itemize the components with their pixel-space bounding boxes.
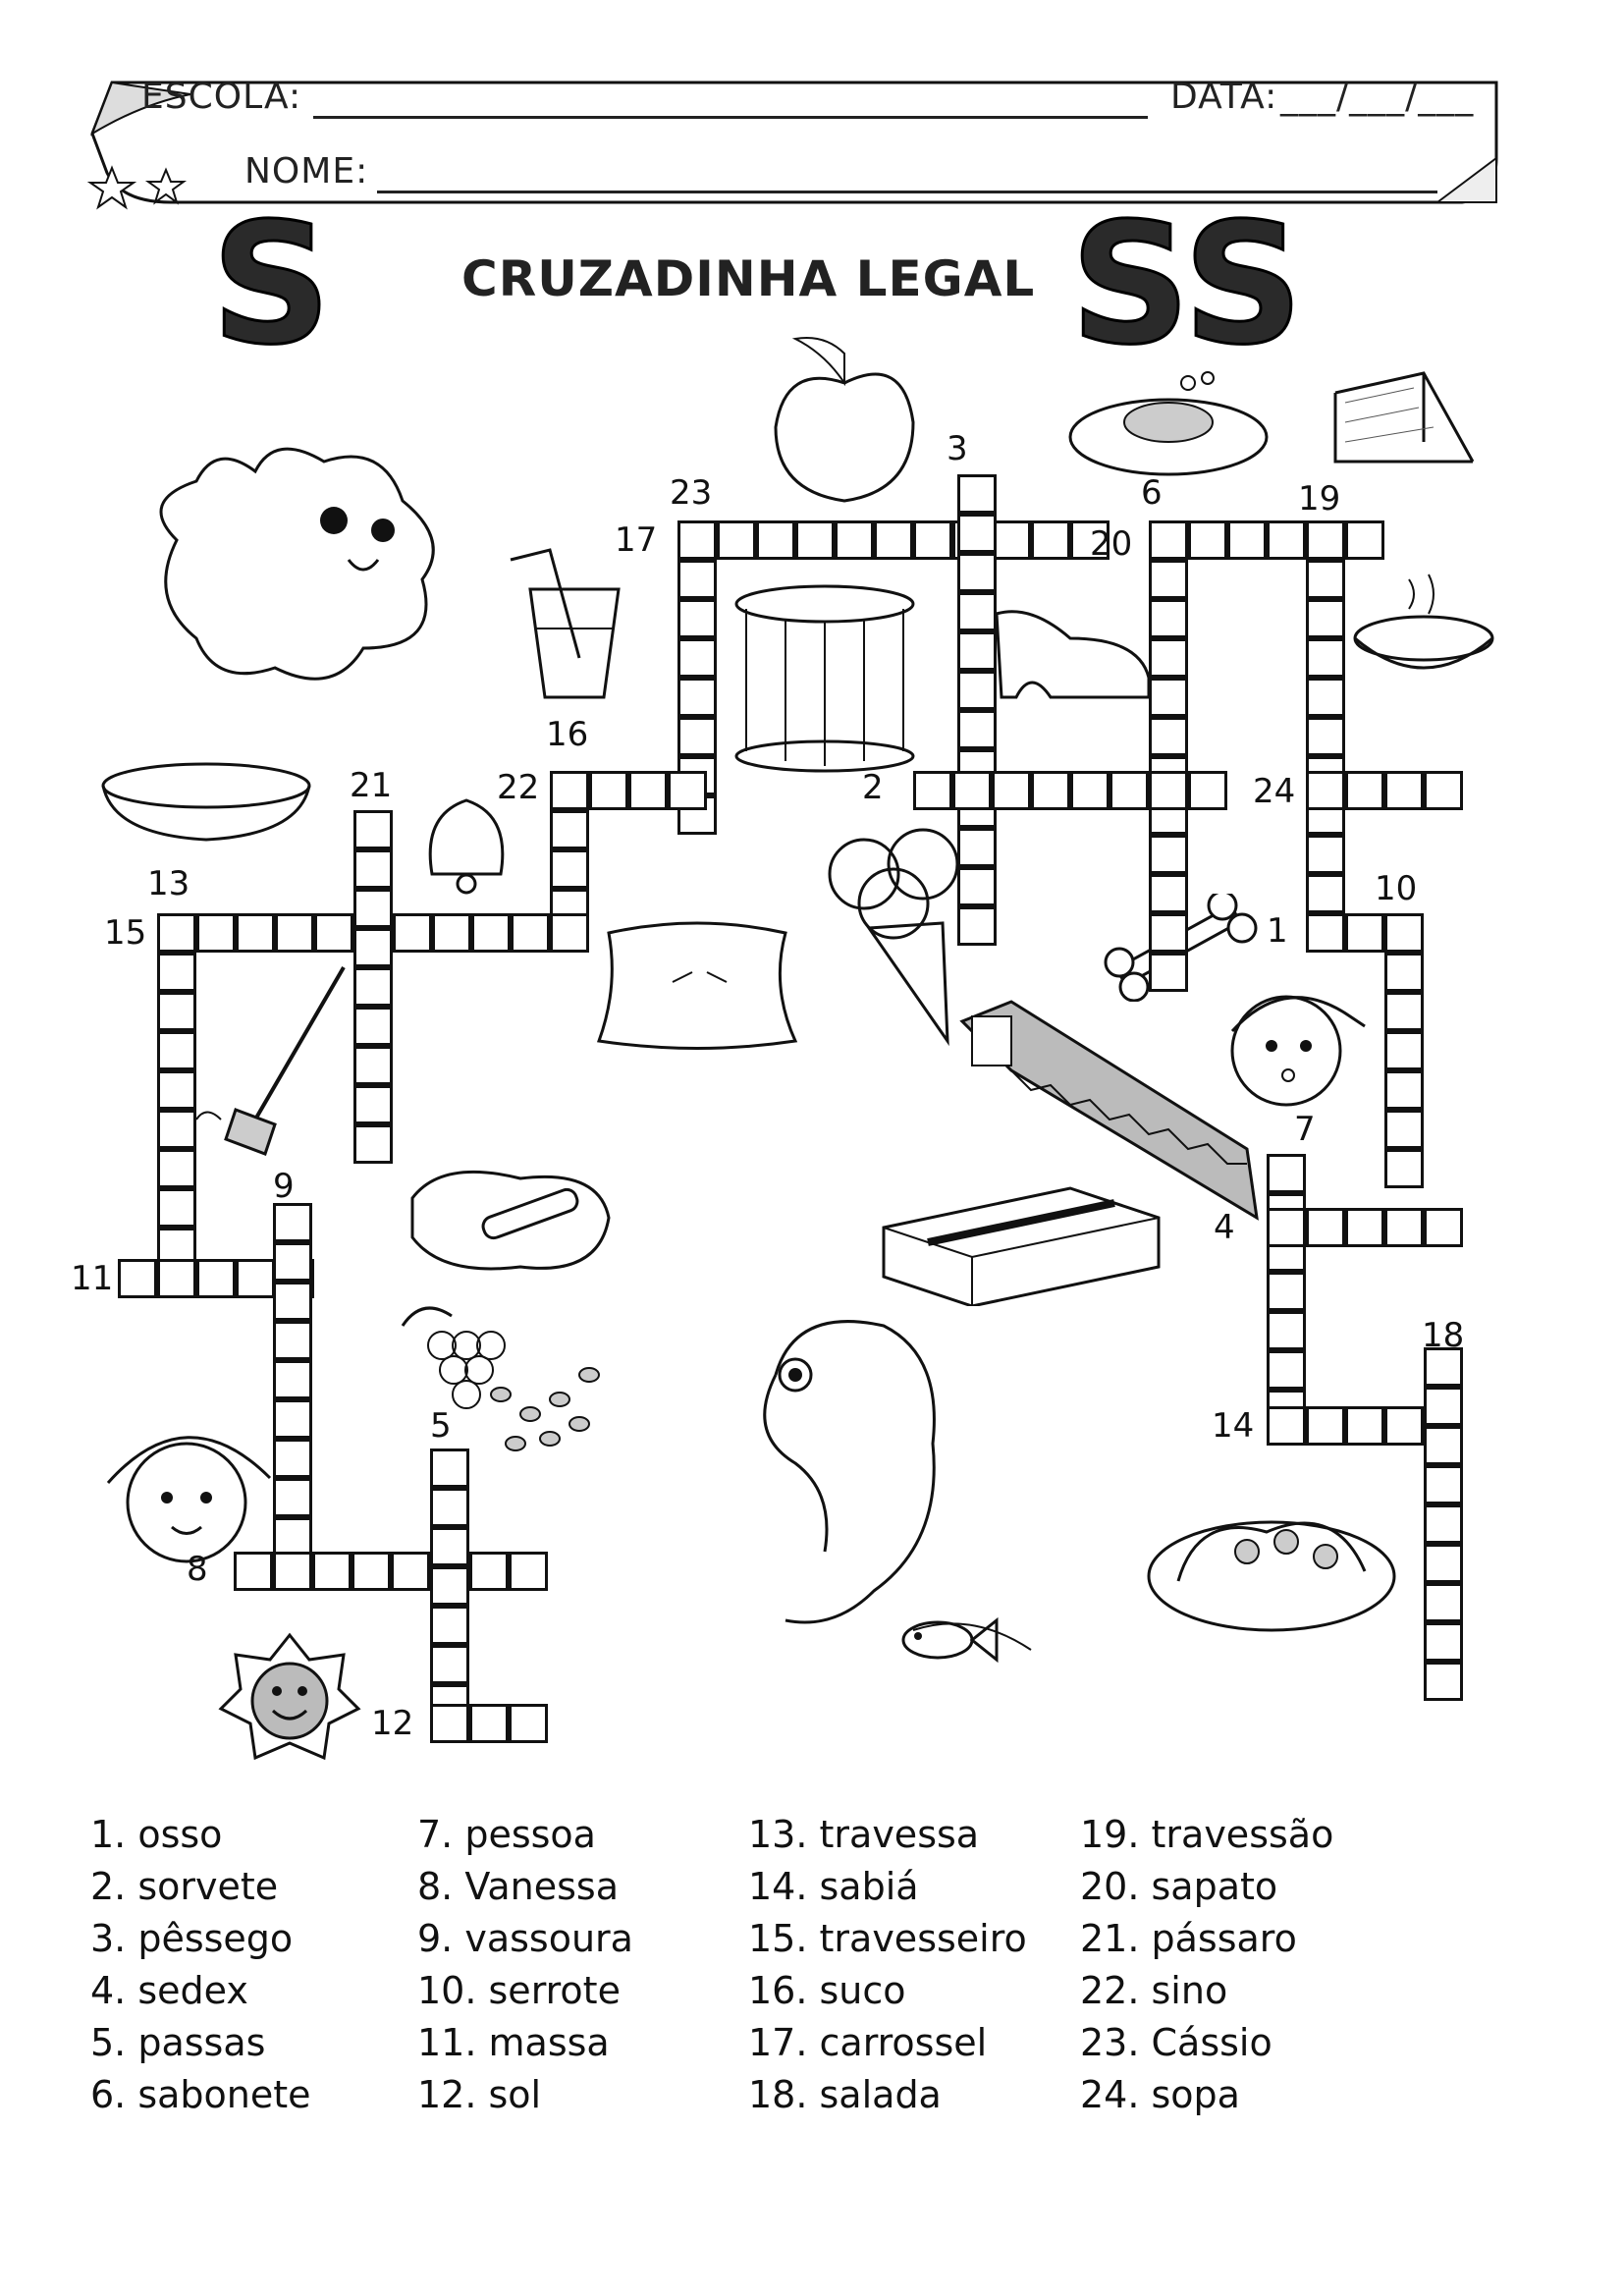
crossword-cell[interactable] xyxy=(550,849,589,889)
crossword-cell[interactable] xyxy=(353,810,393,849)
crossword-cell[interactable] xyxy=(677,717,717,756)
word-list-column-1 xyxy=(90,1809,414,2121)
crossword-cell[interactable] xyxy=(273,1282,312,1321)
crossword-cell[interactable] xyxy=(913,520,952,560)
double-s-letters: SS xyxy=(1070,188,1304,382)
date-field[interactable]: ___/___/___ xyxy=(1280,77,1475,117)
clue-number-4: 4 xyxy=(1214,1208,1235,1247)
crossword-cell[interactable] xyxy=(353,849,393,889)
crossword-cell[interactable] xyxy=(668,771,707,810)
crossword-cell[interactable] xyxy=(471,913,511,953)
crossword-cell[interactable] xyxy=(353,967,393,1007)
word-list-item: 24. sopa xyxy=(1080,2073,1240,2116)
crossword-cell[interactable] xyxy=(273,1552,312,1591)
word-list-item: 19. travessão xyxy=(1080,1813,1334,1856)
single-s-letter: S xyxy=(211,188,332,382)
crossword-cell[interactable] xyxy=(1384,1070,1424,1110)
crossword-cell[interactable] xyxy=(1424,1426,1463,1465)
crossword-cell[interactable] xyxy=(196,1259,236,1298)
crossword-cell[interactable] xyxy=(275,913,314,953)
crossword-cell[interactable] xyxy=(430,1704,469,1743)
crossword-cell[interactable] xyxy=(273,1478,312,1517)
crossword-cell[interactable] xyxy=(1267,1350,1306,1390)
crossword-cell[interactable] xyxy=(1424,1387,1463,1426)
crossword-cell[interactable] xyxy=(957,631,997,671)
crossword-cell[interactable] xyxy=(756,520,795,560)
crossword-cell[interactable] xyxy=(352,1552,391,1591)
clue-number-7: 7 xyxy=(1294,1110,1316,1149)
crossword-cell[interactable] xyxy=(234,1552,273,1591)
crossword-cell[interactable] xyxy=(1267,1406,1306,1446)
crossword-cell[interactable] xyxy=(1384,1406,1424,1446)
crossword-cell[interactable] xyxy=(157,1070,196,1110)
crossword-cell[interactable] xyxy=(1149,599,1188,638)
crossword-cell[interactable] xyxy=(677,560,717,599)
crossword-cell[interactable] xyxy=(957,867,997,906)
crossword-cell[interactable] xyxy=(157,1259,196,1298)
crossword-cell[interactable] xyxy=(589,771,628,810)
crossword-cell[interactable] xyxy=(1110,771,1149,810)
crossword-cell[interactable] xyxy=(1306,520,1345,560)
crossword-cell[interactable] xyxy=(1384,1110,1424,1149)
clue-number-18: 18 xyxy=(1422,1316,1465,1355)
crossword-cell[interactable] xyxy=(511,913,550,953)
crossword-cell[interactable] xyxy=(1267,1208,1306,1247)
crossword-cell[interactable] xyxy=(1070,771,1110,810)
crossword-cell[interactable] xyxy=(273,1360,312,1399)
crossword-cell[interactable] xyxy=(1149,771,1188,810)
crossword-cell[interactable] xyxy=(1188,520,1227,560)
clue-number-1: 1 xyxy=(1267,911,1288,951)
crossword-cell[interactable] xyxy=(353,1085,393,1124)
word-list-item: 16. suco xyxy=(748,1969,906,2012)
crossword-cell[interactable] xyxy=(957,710,997,749)
crossword-cell[interactable] xyxy=(157,913,196,953)
crossword-cell[interactable] xyxy=(992,520,1031,560)
crossword-cell[interactable] xyxy=(353,1046,393,1085)
crossword-cell[interactable] xyxy=(1306,835,1345,874)
crossword-cell[interactable] xyxy=(1031,771,1070,810)
crossword-cell[interactable] xyxy=(1149,678,1188,717)
crossword-cell[interactable] xyxy=(353,1007,393,1046)
word-list-item: 22. sino xyxy=(1080,1969,1228,2012)
crossword-cell[interactable] xyxy=(157,953,196,992)
crossword-cell[interactable] xyxy=(1306,717,1345,756)
word-list-column-3 xyxy=(748,1809,1072,2121)
clue-number-21: 21 xyxy=(350,766,393,805)
crossword-cell[interactable] xyxy=(1306,1406,1345,1446)
crossword-cell[interactable] xyxy=(157,1110,196,1149)
crossword-cell[interactable] xyxy=(314,913,353,953)
crossword-cell[interactable] xyxy=(1345,1208,1384,1247)
crossword-cell[interactable] xyxy=(677,599,717,638)
word-list-item: 7. pessoa xyxy=(417,1813,596,1856)
clue-number-3: 3 xyxy=(947,429,968,468)
crossword-cell[interactable] xyxy=(1149,913,1188,953)
clue-number-16: 16 xyxy=(546,715,589,754)
crossword-cell[interactable] xyxy=(469,1704,509,1743)
crossword-cell[interactable] xyxy=(1384,771,1424,810)
crossword-cell[interactable] xyxy=(1345,913,1384,953)
clue-number-11: 11 xyxy=(71,1259,114,1298)
crossword-cell[interactable] xyxy=(118,1259,157,1298)
clue-number-12: 12 xyxy=(371,1704,414,1743)
crossword-cell[interactable] xyxy=(1149,520,1188,560)
crossword-cell[interactable] xyxy=(992,771,1031,810)
crossword-cell[interactable] xyxy=(1424,1208,1463,1247)
clue-number-6: 6 xyxy=(1141,473,1163,513)
crossword-cell[interactable] xyxy=(1306,771,1345,810)
word-list-item: 18. salada xyxy=(748,2073,942,2116)
crossword-cell[interactable] xyxy=(157,1031,196,1070)
crossword-cell[interactable] xyxy=(1424,1583,1463,1622)
word-list-item: 12. sol xyxy=(417,2073,542,2116)
clue-number-22: 22 xyxy=(497,768,540,807)
crossword-cell[interactable] xyxy=(430,1527,469,1566)
crossword-cell[interactable] xyxy=(273,1321,312,1360)
crossword-cell[interactable] xyxy=(874,520,913,560)
clue-number-10: 10 xyxy=(1375,869,1418,908)
crossword-cell[interactable] xyxy=(1306,1208,1345,1247)
crossword-cell[interactable] xyxy=(957,514,997,553)
crossword-cell[interactable] xyxy=(913,771,952,810)
crossword-cell[interactable] xyxy=(1384,953,1424,992)
crossword-cell[interactable] xyxy=(1384,1208,1424,1247)
crossword-cell[interactable] xyxy=(393,913,432,953)
crossword-cell[interactable] xyxy=(1306,560,1345,599)
word-list-item: 13. travessa xyxy=(748,1813,980,1856)
crossword-cell[interactable] xyxy=(1149,874,1188,913)
crossword-cell[interactable] xyxy=(550,913,589,953)
crossword-cell[interactable] xyxy=(1424,1662,1463,1701)
crossword-cell[interactable] xyxy=(1384,1149,1424,1188)
crossword-cell[interactable] xyxy=(1345,771,1384,810)
name-label: NOME: xyxy=(244,151,369,191)
crossword-cell[interactable] xyxy=(1031,520,1070,560)
clue-number-19: 19 xyxy=(1298,479,1341,519)
crossword-cell[interactable] xyxy=(1149,953,1188,992)
crossword-cell[interactable] xyxy=(550,771,589,810)
crossword-cell[interactable] xyxy=(957,553,997,592)
crossword-cell[interactable] xyxy=(835,520,874,560)
word-list-item: 23. Cássio xyxy=(1080,2021,1272,2064)
word-list-item: 8. Vanessa xyxy=(417,1865,620,1908)
crossword-cell[interactable] xyxy=(1267,1311,1306,1350)
crossword-cell[interactable] xyxy=(957,906,997,946)
page-title: CRUZADINHA LEGAL xyxy=(461,250,1036,307)
crossword-cell[interactable] xyxy=(1306,913,1345,953)
word-list-item: 15. travesseiro xyxy=(748,1917,1027,1960)
crossword-cell[interactable] xyxy=(391,1552,430,1591)
crossword-cell[interactable] xyxy=(432,913,471,953)
crossword-cell[interactable] xyxy=(273,1439,312,1478)
crossword-cell[interactable] xyxy=(1267,520,1306,560)
clue-number-24: 24 xyxy=(1253,772,1296,811)
crossword-cell[interactable] xyxy=(1267,1272,1306,1311)
crossword-cell[interactable] xyxy=(236,913,275,953)
clue-number-17: 17 xyxy=(615,520,658,560)
crossword-cell[interactable] xyxy=(1424,771,1463,810)
crossword-cell[interactable] xyxy=(1345,520,1384,560)
crossword-cell[interactable] xyxy=(509,1552,548,1591)
crossword-cell[interactable] xyxy=(957,671,997,710)
crossword-cell[interactable] xyxy=(1306,638,1345,678)
clue-number-8: 8 xyxy=(187,1550,208,1589)
crossword-cell[interactable] xyxy=(628,771,668,810)
crossword-cell[interactable] xyxy=(196,913,236,953)
crossword-cell[interactable] xyxy=(1384,913,1424,953)
crossword-cell[interactable] xyxy=(677,520,717,560)
crossword-cell[interactable] xyxy=(1424,1622,1463,1662)
crossword-cell[interactable] xyxy=(353,889,393,928)
word-list-item: 21. pássaro xyxy=(1080,1917,1297,1960)
crossword-cell[interactable] xyxy=(273,1399,312,1439)
crossword-cell[interactable] xyxy=(273,1203,312,1242)
crossword-cell[interactable] xyxy=(677,638,717,678)
word-list-item: 9. vassoura xyxy=(417,1917,633,1960)
crossword-cell[interactable] xyxy=(353,1124,393,1164)
crossword-cell[interactable] xyxy=(952,771,992,810)
crossword-cell[interactable] xyxy=(1384,992,1424,1031)
crossword-cell[interactable] xyxy=(1424,1465,1463,1504)
word-list-item: 3. pêssego xyxy=(90,1917,294,1960)
crossword-cell[interactable] xyxy=(1149,560,1188,599)
crossword-cell[interactable] xyxy=(1424,1504,1463,1544)
date-label: DATA: xyxy=(1170,77,1278,117)
crossword-cell[interactable] xyxy=(1267,1154,1306,1193)
crossword-cell[interactable] xyxy=(1149,717,1188,756)
crossword-cell[interactable] xyxy=(1149,638,1188,678)
crossword-cell[interactable] xyxy=(957,592,997,631)
crossword-cell[interactable] xyxy=(469,1552,509,1591)
crossword-cell[interactable] xyxy=(957,828,997,867)
clue-number-9: 9 xyxy=(273,1167,295,1206)
crossword-cell[interactable] xyxy=(1306,599,1345,638)
word-list-item: 2. sorvete xyxy=(90,1865,279,1908)
clue-number-20: 20 xyxy=(1090,524,1133,564)
clue-number-15: 15 xyxy=(104,913,147,953)
crossword-cell[interactable] xyxy=(273,1517,312,1557)
crossword-cell[interactable] xyxy=(957,474,997,514)
word-list-item: 14. sabiá xyxy=(748,1865,919,1908)
crossword-cell[interactable] xyxy=(236,1259,275,1298)
word-list-item: 1. osso xyxy=(90,1813,223,1856)
crossword-cell[interactable] xyxy=(1306,678,1345,717)
crossword-cell[interactable] xyxy=(550,810,589,849)
crossword-cell[interactable] xyxy=(1384,1031,1424,1070)
crossword-cell[interactable] xyxy=(430,1606,469,1645)
crossword-cell[interactable] xyxy=(1424,1544,1463,1583)
clue-number-23: 23 xyxy=(670,473,713,513)
clue-number-5: 5 xyxy=(430,1406,452,1446)
crossword-cell[interactable] xyxy=(1227,520,1267,560)
word-list-item: 20. sapato xyxy=(1080,1865,1278,1908)
word-list-item: 17. carrossel xyxy=(748,2021,988,2064)
word-list-item: 11. massa xyxy=(417,2021,610,2064)
clue-number-14: 14 xyxy=(1212,1406,1255,1446)
crossword-cell[interactable] xyxy=(430,1488,469,1527)
crossword-cell[interactable] xyxy=(312,1552,352,1591)
crossword-cell[interactable] xyxy=(353,928,393,967)
crossword-cell[interactable] xyxy=(157,1149,196,1188)
word-list-column-2 xyxy=(417,1809,741,2121)
crossword-cell[interactable] xyxy=(273,1242,312,1282)
crossword-cell[interactable] xyxy=(430,1566,469,1606)
word-list-item: 5. passas xyxy=(90,2021,266,2064)
crossword-cell[interactable] xyxy=(509,1704,548,1743)
clue-number-2: 2 xyxy=(862,768,884,807)
crossword-cell[interactable] xyxy=(1345,1406,1384,1446)
clue-number-13: 13 xyxy=(147,864,190,903)
word-list-column-4 xyxy=(1080,1809,1404,2121)
crossword-cell[interactable] xyxy=(430,1645,469,1684)
crossword-cell[interactable] xyxy=(1149,835,1188,874)
word-list-item: 10. serrote xyxy=(417,1969,621,2012)
crossword-cell[interactable] xyxy=(1188,771,1227,810)
school-label: ESCOLA: xyxy=(141,77,302,117)
crossword-cell[interactable] xyxy=(717,520,756,560)
crossword-cell[interactable] xyxy=(157,992,196,1031)
crossword-cell[interactable] xyxy=(430,1449,469,1488)
crossword-cell[interactable] xyxy=(157,1188,196,1228)
word-list-item: 6. sabonete xyxy=(90,2073,311,2116)
word-list-item: 4. sedex xyxy=(90,1969,248,2012)
crossword-cell[interactable] xyxy=(677,678,717,717)
crossword-cell[interactable] xyxy=(795,520,835,560)
crossword-cell[interactable] xyxy=(1306,874,1345,913)
